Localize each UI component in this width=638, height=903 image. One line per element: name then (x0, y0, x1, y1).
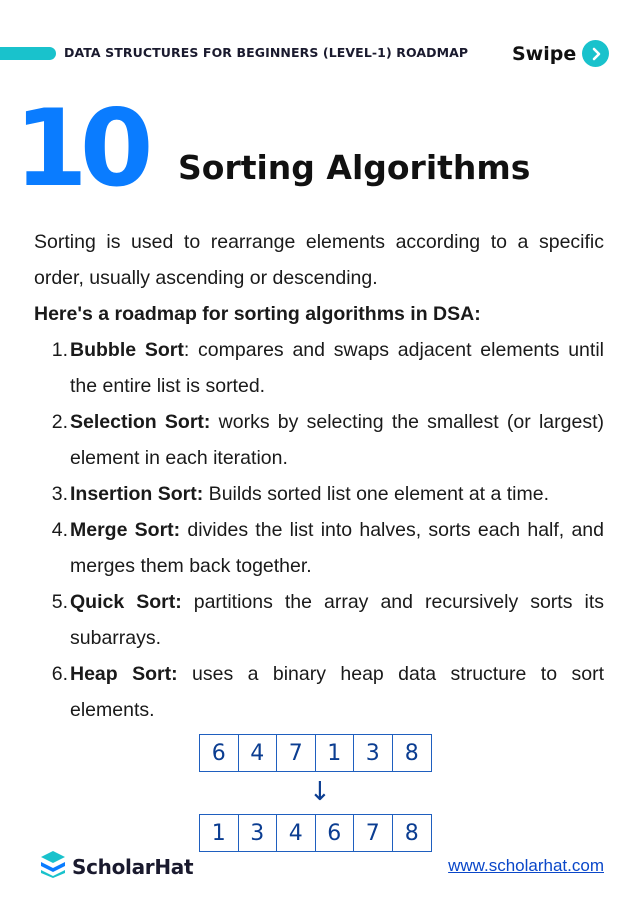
swipe-button[interactable] (512, 40, 609, 67)
array-cell: 4 (277, 815, 316, 851)
brand-logo (40, 850, 193, 883)
array-cell: 7 (277, 735, 316, 771)
list-item (34, 404, 604, 476)
item-description: uses a binary heap data structure to sort elements. (70, 663, 604, 721)
array-cell: 8 (404, 740, 419, 766)
item-number: 4. (51, 519, 68, 541)
item-term: Quick Sort: (70, 591, 182, 613)
chevron-right-icon (582, 40, 609, 67)
item-term: Heap Sort: (70, 663, 178, 685)
item-term: Merge Sort: (70, 519, 181, 541)
item-number: 1. (51, 339, 68, 361)
list-item (34, 656, 604, 728)
section-number: 10 (14, 87, 146, 210)
item-description: Builds sorted list one element at a time. (203, 483, 550, 505)
content-body (34, 224, 604, 728)
list-item (34, 332, 604, 404)
website-link[interactable]: www.scholarhat.com (448, 856, 604, 875)
array-cell: 4 (239, 735, 278, 771)
item-number: 3. (51, 483, 68, 505)
list-item (34, 512, 604, 584)
unsorted-array (199, 734, 432, 772)
item-number: 6. (51, 663, 68, 685)
item-description: : compares and swaps adjacent elements until the entire list is sorted. (70, 339, 604, 397)
item-description: divides the list into halves, sorts each half, and merges them back together. (70, 519, 604, 577)
item-term: Selection Sort: (70, 411, 211, 433)
item-description: works by selecting the smallest (or largest) element in each iteration. (70, 411, 604, 469)
page-title: Sorting Algorithms (178, 148, 531, 187)
array-cell: 6 (316, 815, 355, 851)
array-cell: 1 (316, 735, 355, 771)
sorted-array (199, 814, 432, 852)
accent-bar (0, 47, 56, 60)
swipe-label: Swipe (512, 42, 577, 65)
scholarhat-logo-icon (40, 850, 66, 883)
array-cell: 7 (354, 815, 393, 851)
item-number: 2. (51, 411, 68, 433)
array-cell: 8 (404, 820, 419, 846)
header-title: DATA STRUCTURES FOR BEGINNERS (LEVEL-1) ROADMAP (64, 45, 469, 60)
item-term: Insertion Sort: (70, 483, 204, 505)
algorithm-list (34, 332, 604, 728)
item-term: Bubble Sort (70, 339, 184, 361)
array-cell: 6 (200, 735, 239, 771)
brand-name: ScholarHat (72, 854, 194, 879)
down-arrow-icon: ↓ (309, 777, 331, 807)
array-cell: 3 (354, 735, 393, 771)
array-cell: 3 (239, 815, 278, 851)
intro-paragraph: Sorting is used to rearrange elements according to a specific order, usually ascending or descending. (34, 231, 604, 289)
item-description: partitions the array and recursively sorts its subarrays. (70, 591, 604, 649)
item-number: 5. (51, 591, 68, 613)
roadmap-lead: Here's a roadmap for sorting algorithms in DSA: (34, 303, 481, 325)
array-cell: 1 (200, 815, 239, 851)
list-item (34, 476, 604, 512)
list-item (34, 584, 604, 656)
